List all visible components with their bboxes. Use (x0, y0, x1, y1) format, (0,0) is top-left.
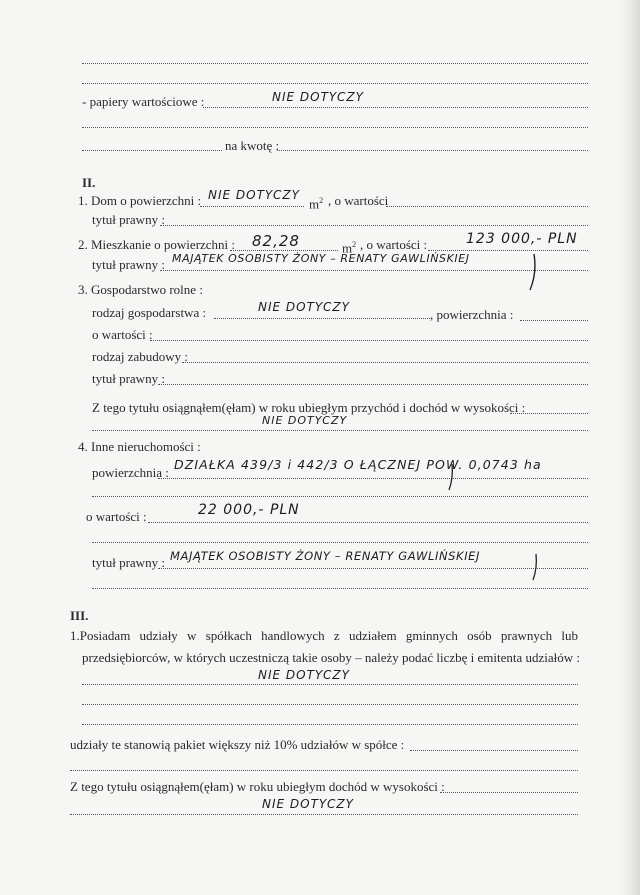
other-area-dotted-line (158, 478, 588, 479)
shares-income-value-dotted-line (70, 814, 578, 815)
other-area-value: DZIAŁKA 439/3 i 442/3 O ŁĄCZNEJ POW. 0,0743 ha (174, 457, 542, 472)
shares-dotted-line (82, 684, 578, 685)
amount-label: na kwotę : (225, 138, 280, 153)
farm-building-label: rodzaj zabudowy : (92, 349, 189, 364)
farm-value-label: o wartości : (92, 327, 153, 342)
dotted-line (92, 588, 588, 589)
house-label: 1. Dom o powierzchni : (78, 193, 202, 208)
dotted-line (82, 83, 588, 84)
dotted-line (70, 770, 578, 771)
house-area-value: NIE DOTYCZY (208, 188, 300, 202)
other-value-label: o wartości : (86, 509, 147, 524)
handwritten-tick-stroke (524, 252, 544, 292)
other-value: 22 000,- PLN (198, 502, 300, 518)
package-dotted-line (410, 750, 578, 751)
apartment-value: 123 000,- PLN (466, 231, 578, 247)
house-area-dotted-line (200, 206, 304, 207)
house-value-dotted-line (386, 206, 588, 207)
securities-label: - papiery wartościowe : (82, 94, 205, 109)
apartment-title-value: MAJĄTEK OSOBISTY ŻONY – RENATY GAWLIŃSKIEJ (172, 252, 470, 265)
amount-dotted-line (277, 150, 588, 151)
securities-value: NIE DOTYCZY (272, 90, 364, 104)
dotted-line (92, 496, 588, 497)
farm-title-dotted-line (158, 384, 588, 385)
shares-income-label: Z tego tytułu osiągnąłem(ęłam) w roku ubiegłym dochód w wysokości : (70, 779, 445, 794)
shares-income-dotted-line (440, 792, 578, 793)
other-estate-label: 4. Inne nieruchomości : (78, 439, 201, 454)
farm-building-dotted-line (182, 362, 588, 363)
handwritten-tick-stroke (528, 552, 544, 582)
house-value-label: , o wartości (328, 193, 389, 208)
apartment-area-dotted-line (230, 250, 338, 251)
farm-income-value: NIE DOTYCZY (262, 414, 348, 427)
farm-type-dotted-line (214, 318, 430, 319)
apartment-value-label: , o wartości : (360, 237, 428, 252)
farm-label: 3. Gospodarstwo rolne : (78, 282, 203, 297)
other-value-dotted-line (148, 522, 588, 523)
other-title-value: MAJĄTEK OSOBISTY ŻONY – RENATY GAWLIŃSKIEJ (170, 549, 481, 563)
section-ii-heading: II. (82, 175, 96, 190)
farm-income-value-dotted-line (92, 430, 588, 431)
apartment-area-value: 82,28 (252, 232, 300, 250)
dotted-line (82, 724, 578, 725)
section-iii-heading: III. (70, 608, 89, 623)
other-title-dotted-line (158, 568, 588, 569)
farm-area-label: , powierzchnia : (430, 307, 514, 322)
apartment-value-dotted-line (428, 250, 588, 251)
farm-area-dotted-line (520, 320, 588, 321)
house-title-label: tytuł prawny : (92, 212, 165, 227)
shares-paragraph-line1: 1.Posiadam udziały w spółkach handlowych z udziałem gminnych osób prawnych lub (70, 628, 578, 643)
handwritten-tick-stroke (444, 462, 460, 492)
dotted-line (82, 127, 588, 128)
apartment-title-label: tytuł prawny : (92, 257, 165, 272)
farm-income-dotted-line (510, 413, 588, 414)
securities-dotted-line (203, 107, 588, 108)
scan-page-edge-shadow (618, 0, 640, 895)
farm-type-label: rodzaj gospodarstwa : (92, 305, 207, 320)
farm-type-value: NIE DOTYCZY (258, 300, 350, 314)
farm-value-dotted-line (150, 340, 588, 341)
amount-prefix-dotted-line (82, 150, 222, 151)
shares-value: NIE DOTYCZY (258, 668, 350, 682)
apartment-unit: $m^2$ (342, 240, 357, 256)
house-unit: $m^2$ (309, 196, 324, 212)
house-title-dotted-line (160, 225, 588, 226)
farm-title-label: tytuł prawny : (92, 371, 165, 386)
farm-income-label: Z tego tytułu osiągnąłem(ęłam) w roku ubiegłym przychód i dochód w wysokości : (92, 400, 526, 415)
shares-income-value: NIE DOTYCZY (262, 797, 354, 811)
other-area-label: powierzchnia : (92, 465, 169, 480)
dotted-line (82, 63, 588, 64)
shares-paragraph-line2: przedsiębiorców, w których uczestniczą takie osoby – należy podać liczbę i emitenta udziałów : (82, 650, 581, 665)
apartment-label: 2. Mieszkanie o powierzchni : (78, 237, 236, 252)
dotted-line (82, 704, 578, 705)
dotted-line (92, 542, 588, 543)
other-title-label: tytuł prawny : (92, 555, 165, 570)
package-label: udziały te stanowią pakiet większy niż 10% udziałów w spółce : (70, 737, 405, 752)
